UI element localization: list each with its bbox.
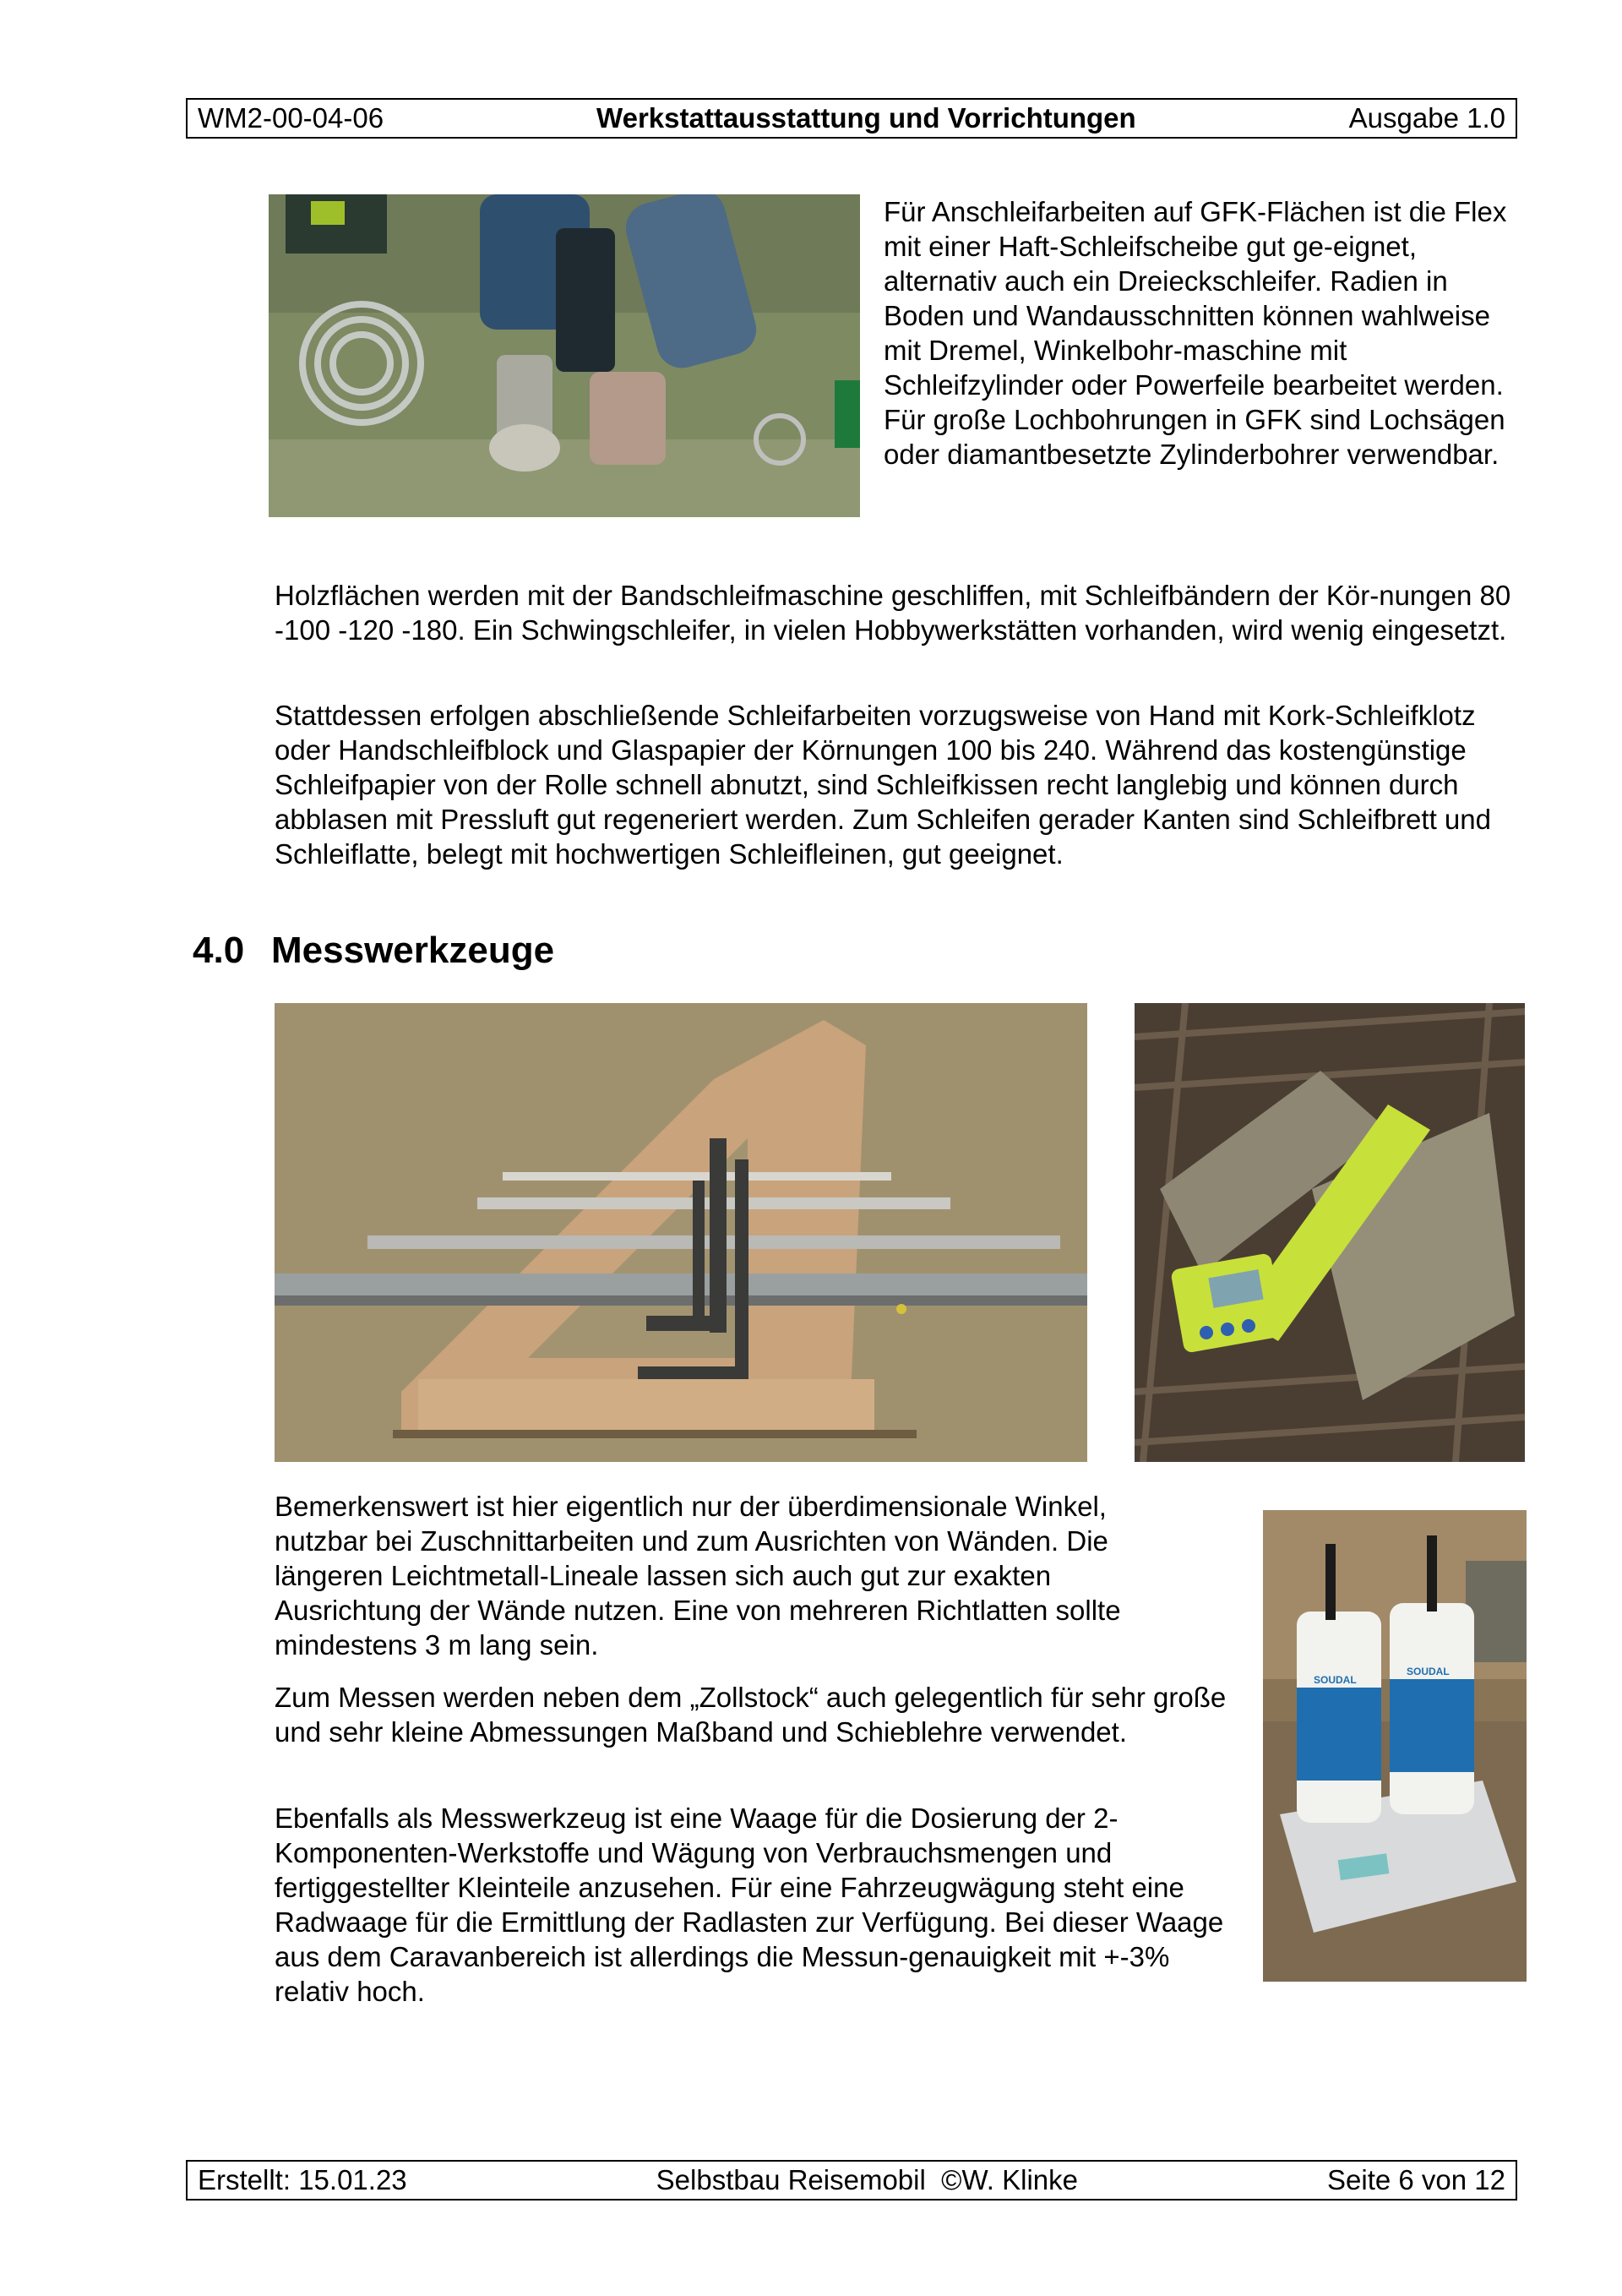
document-id: WM2-00-04-06 (198, 102, 384, 134)
edition-label: Ausgabe 1.0 (1348, 102, 1505, 134)
project-credit: Selbstbau Reisemobil ©W. Klinke (656, 2164, 1079, 2195)
page-header (186, 98, 1517, 139)
photo-sanding-tools (269, 194, 860, 517)
page-number: Seite 6 von 12 (1327, 2164, 1505, 2195)
page-footer (186, 2160, 1517, 2201)
paragraph-measuring-tape: Zum Messen werden neben dem „Zollstock“ auch gelegentlich für sehr große und sehr kleine Abmessungen Maßband und Schieblehre verwendet. (275, 1682, 1227, 1748)
paragraph-large-square: Bemerkenswert ist hier eigentlich nur der überdimensionale Winkel, nutzbar bei Zuschnittarbeiten und zum Ausrichten von Wänden. Die längeren Leichtmetall-Lineale lassen sich auch gut zur exakten Ausrichtung der Wände nutzen. Eine von mehreren Richtlatten sollte mindestens 3 m lang sein. (275, 1491, 1121, 1661)
bottle-brand-label-left: SOUDAL (1314, 1674, 1357, 1686)
photo-large-square-rulers (275, 1003, 1087, 1462)
section-number: 4.0 (193, 930, 245, 971)
document-title: Werkstattausstattung und Vorrichtungen (596, 102, 1136, 134)
section-title: Messwerkzeuge (271, 930, 555, 971)
bottle-brand-label-right: SOUDAL (1407, 1666, 1450, 1677)
photo-glue-bottles-scale (1263, 1510, 1527, 1982)
paragraph-hand-sanding: Stattdessen erfolgen abschließende Schleifarbeiten vorzugsweise von Hand mit Kork-Schleifklotz oder Handschleifblock und Glaspapier der Körnungen 100 bis 240. Während das kostengünstige Schleifpapier von der Rolle schnell abnutzt, sind Schleifkissen recht langlebig und können durch abblasen mit Pressluft gut regeneriert werden. Zum Schleifen gerader Kanten sind Schleifbrett und Schleiflatte, belegt mit hochwertigen Schleifleinen, gut geeignet. (275, 700, 1491, 870)
created-date: Erstellt: 15.01.23 (198, 2164, 407, 2195)
section-heading (193, 930, 554, 972)
paragraph-scale: Ebenfalls als Messwerkzeug ist eine Waage für die Dosierung der 2-Komponenten-Werkstoffe und Wägung von Verbrauchsmengen und fertiggestellter Kleinteile anzusehen. Für eine Fahrzeugwägung steht eine Radwaage für die Ermittlung der Radlasten zur Verfügung. Bei dieser Waage aus dem Caravanbereich ist allerdings die Messun-genauigkeit mit +-3% relativ hoch. (275, 1802, 1224, 2007)
photo-digital-level (1135, 1003, 1525, 1462)
paragraph-wood-sanding: Holzflächen werden mit der Bandschleifmaschine geschliffen, mit Schleifbändern der Kör-nungen 80 -100 -120 -180. Ein Schwingschleifer, in vielen Hobbywerkstätten vorhanden, wird wenig eingesetzt. (275, 580, 1511, 646)
intro-paragraph: Für Anschleifarbeiten auf GFK-Flächen ist die Flex mit einer Haft-Schleifscheibe gut ge-eignet, alternativ auch ein Dreieckschleifer. Radien in Boden und Wandausschnitten können wahlweise mit Dremel, Winkelbohr-maschine mit Schleifzylinder oder Powerfeile bearbeitet werden. Für große Lochbohrungen in GFK sind Lochsägen oder diamantbesetzte Zylinderbohrer verwendbar. (884, 196, 1507, 470)
